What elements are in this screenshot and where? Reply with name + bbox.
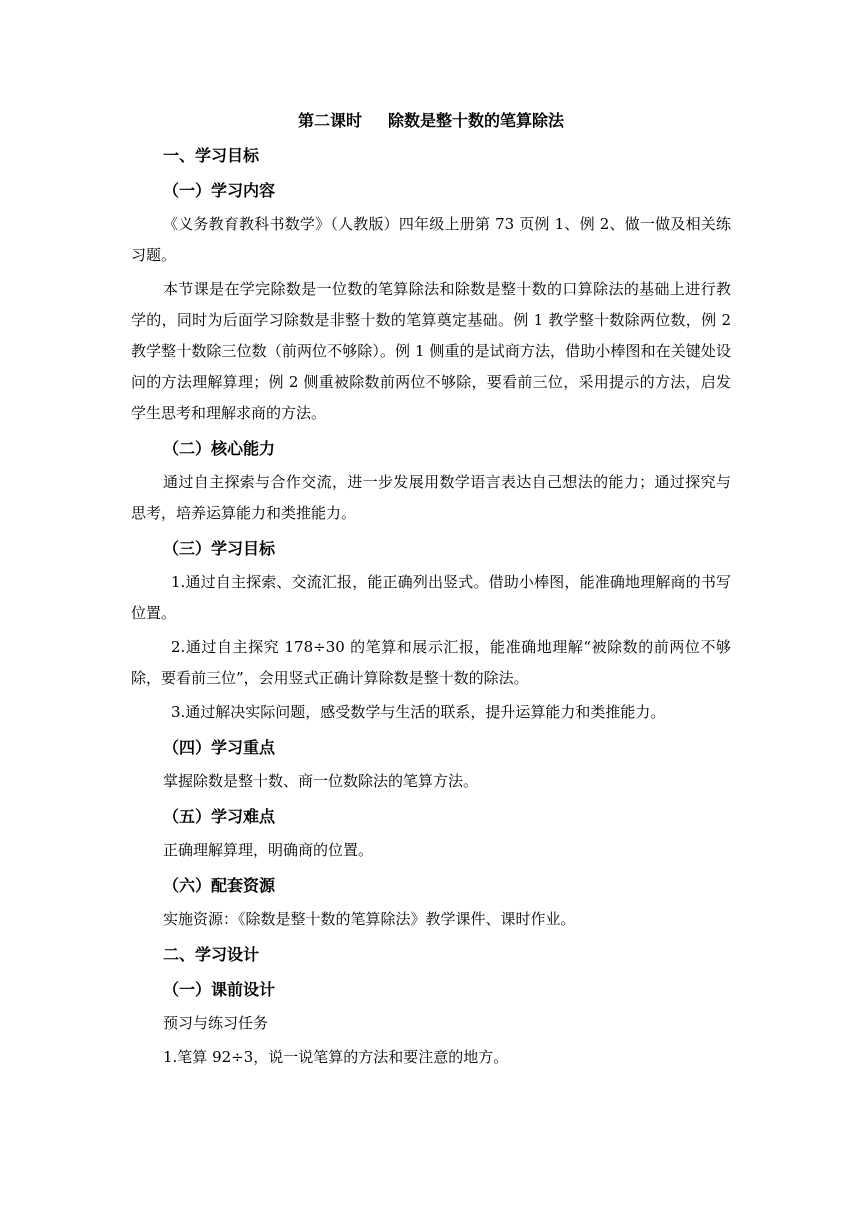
key-point-text: 掌握除数是整十数、商一位数除法的笔算方法。 [163, 772, 479, 790]
section-heading-design: 二、学习设计 [163, 945, 260, 964]
paragraph-core-ability: 通过自主探索与合作交流，进一步发展用数学语言表达自己想法的能力；通过探究与思考，培养运算能力和类推能力。 [131, 473, 731, 522]
paragraph-textbook-reference: 《义务教育教科书数学》（人教版）四年级上册第 73 页例 1、例 2、做一做及相关练习题。 [131, 215, 731, 264]
subheading-key-point: （四）学习重点 [163, 738, 276, 757]
page-title [131, 104, 731, 138]
subheading-content: （一）学习内容 [163, 181, 276, 200]
section-heading-goals: 一、学习目标 [163, 146, 260, 165]
subheading-learning-goals: （三）学习目标 [163, 539, 276, 558]
difficulty-text: 正确理解算理，明确商的位置。 [163, 841, 374, 859]
subheading-resources: （六）配套资源 [163, 876, 276, 895]
goal-item-1: 1.通过自主探索、交流汇报，能正确列出竖式。借助小棒图，能准确地理解商的书写位置。 [131, 573, 731, 622]
resources-text: 实施资源：《除数是整十数的笔算除法》教学课件、课时作业。 [163, 910, 576, 928]
pre-class-task: 预习与练习任务 [163, 1014, 269, 1032]
paragraph-lesson-analysis: 本节课是在学完除数是一位数的笔算除法和除数是整十数的口算除法的基础上进行教学的，同时为后面学习除数是非整十数的笔算奠定基础。例 1 教学整十数除两位数，例 2 教学整十数除三位数（前两位不够除）。例 1 侧重的是试商方法，借助小棒图和在关键处设问的方法理解算理；例 2 侧重被除数前两位不够除，要看前三位，采用提示的方法，启发学生思考和理解求商的方法。 [131, 280, 731, 422]
subheading-difficulty: （五）学习难点 [163, 807, 276, 826]
subheading-pre-class: （一）课前设计 [163, 980, 276, 999]
lesson-label: 第二课时 [297, 111, 362, 130]
subheading-core-ability: （二）核心能力 [163, 439, 276, 458]
goal-item-3: 3.通过解决实际问题，感受数学与生活的联系，提升运算能力和类推能力。 [171, 703, 666, 721]
document-page [131, 104, 731, 1076]
goal-item-2: 2.通过自主探究 178÷30 的笔算和展示汇报，能准确地理解“被除数的前两位不够除，要看前三位”，会用竖式正确计算除数是整十数的除法。 [131, 638, 731, 687]
lesson-topic: 除数是整十数的笔算除法 [388, 111, 565, 130]
pre-class-item-1: 1.笔算 92÷3，说一说笔算的方法和要注意的地方。 [163, 1048, 509, 1066]
